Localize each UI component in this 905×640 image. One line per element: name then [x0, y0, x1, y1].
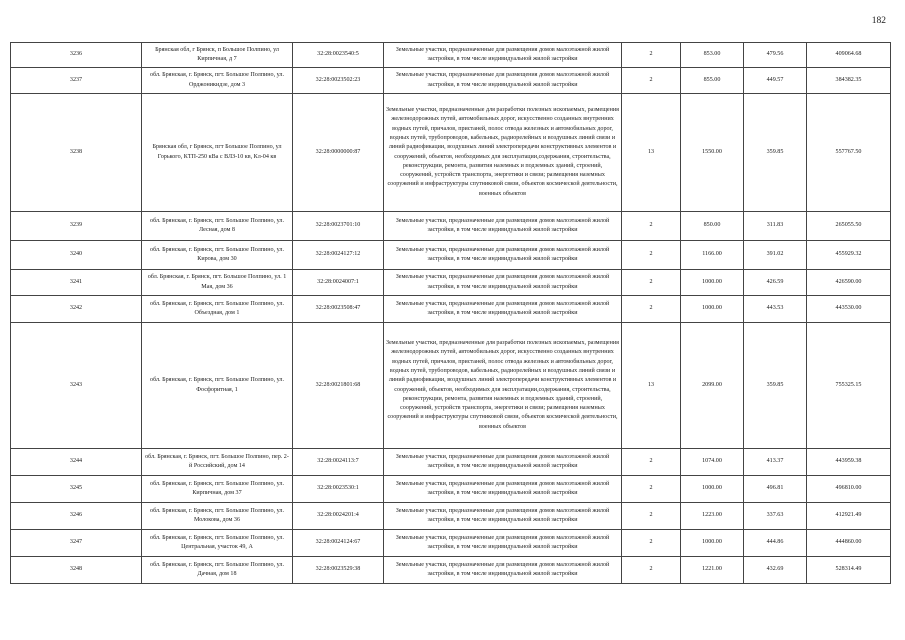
- area-cell: 2099.00: [681, 323, 744, 449]
- address-cell: обл. Брянская, г. Брянск, пгт. Большое Полпино, ул. Орджоникидзе, дом 3: [142, 68, 293, 94]
- table-row: [11, 323, 891, 449]
- area-cell: 1550.00: [681, 94, 744, 212]
- cadastral-number-cell: 32:28:0023502:23: [293, 68, 384, 94]
- cadastral-number-cell: 32:28:0024201:4: [293, 503, 384, 530]
- group-cell: 2: [622, 557, 681, 584]
- table-row: [11, 241, 891, 270]
- cadastral-number-cell: 32:28:0024007:1: [293, 270, 384, 296]
- cadastral-number-cell: 32:28:0000000:87: [293, 94, 384, 212]
- address-cell: обл. Брянская, г. Брянск, пгт. Большое Полпино, ул. 1 Мая, дом 36: [142, 270, 293, 296]
- cadastral-number-cell: 32:28:0023529:38: [293, 557, 384, 584]
- table-row: [11, 296, 891, 323]
- cadastral-value-cell: 455929.32: [807, 241, 891, 270]
- row-number: 3247: [11, 530, 142, 557]
- row-number: 3248: [11, 557, 142, 584]
- group-cell: 2: [622, 503, 681, 530]
- area-cell: 853.00: [681, 43, 744, 68]
- area-cell: 1223.00: [681, 503, 744, 530]
- cadastral-value-cell: 528314.49: [807, 557, 891, 584]
- address-cell: обл. Брянская, г. Брянск, пгт. Большое Полпино, ул. Центральная, участок 49, А: [142, 530, 293, 557]
- specific-value-cell: 479.56: [744, 43, 807, 68]
- row-number: 3239: [11, 212, 142, 241]
- address-cell: обл. Брянская, г. Брянск, пгт. Большое Полпино, ул. Объездная, дом 1: [142, 296, 293, 323]
- land-use-cell: Земельные участки, предназначенные для размещения домов малоэтажной жилой застройки, в том числе индивидуальной жилой застройки: [384, 68, 622, 94]
- row-number: 3242: [11, 296, 142, 323]
- cadastral-value-cell: 443530.00: [807, 296, 891, 323]
- table-row: [11, 43, 891, 68]
- land-plots-table: [10, 42, 891, 584]
- land-use-cell: Земельные участки, предназначенные для размещения домов малоэтажной жилой застройки, в том числе индивидуальной жилой застройки: [384, 530, 622, 557]
- row-number: 3244: [11, 449, 142, 476]
- specific-value-cell: 311.83: [744, 212, 807, 241]
- cadastral-number-cell: 32:28:0023701:10: [293, 212, 384, 241]
- row-number: 3243: [11, 323, 142, 449]
- group-cell: 2: [622, 449, 681, 476]
- row-number: 3240: [11, 241, 142, 270]
- specific-value-cell: 337.63: [744, 503, 807, 530]
- cadastral-value-cell: 412921.49: [807, 503, 891, 530]
- row-number: 3245: [11, 476, 142, 503]
- table-row: [11, 94, 891, 212]
- address-cell: обл. Брянская, г. Брянск, пгт. Большое Полпино, ул. Фосфоритная, 1: [142, 323, 293, 449]
- land-use-cell: Земельные участки, предназначенные для размещения домов малоэтажной жилой застройки, в том числе индивидуальной жилой застройки: [384, 296, 622, 323]
- land-use-cell: Земельные участки, предназначенные для размещения домов малоэтажной жилой застройки, в том числе индивидуальной жилой застройки: [384, 212, 622, 241]
- cadastral-number-cell: 32:28:0024113:7: [293, 449, 384, 476]
- area-cell: 1000.00: [681, 270, 744, 296]
- group-cell: 13: [622, 323, 681, 449]
- page-number: 182: [871, 16, 886, 26]
- table-row: [11, 476, 891, 503]
- land-use-cell: Земельные участки, предназначенные для размещения домов малоэтажной жилой застройки, в том числе индивидуальной жилой застройки: [384, 270, 622, 296]
- area-cell: 1000.00: [681, 476, 744, 503]
- group-cell: 2: [622, 43, 681, 68]
- land-use-cell: Земельные участки, предназначенные для размещения домов малоэтажной жилой застройки, в том числе индивидуальной жилой застройки: [384, 557, 622, 584]
- table-row: [11, 557, 891, 584]
- table-row: [11, 212, 891, 241]
- address-cell: обл. Брянская, г. Брянск, пгт. Большое Полпино, ул. Молокова, дом 36: [142, 503, 293, 530]
- row-number: 3236: [11, 43, 142, 68]
- row-number: 3238: [11, 94, 142, 212]
- group-cell: 2: [622, 296, 681, 323]
- cadastral-value-cell: 755325.15: [807, 323, 891, 449]
- cadastral-number-cell: 32:28:0023508:47: [293, 296, 384, 323]
- area-cell: 850.00: [681, 212, 744, 241]
- cadastral-number-cell: 32:28:0024127:12: [293, 241, 384, 270]
- address-cell: обл. Брянская, г. Брянск, пгт. Большое Полпино, ул. Лесная, дом 8: [142, 212, 293, 241]
- specific-value-cell: 426.59: [744, 270, 807, 296]
- land-use-cell: Земельные участки, предназначенные для разработки полезных ископаемых, размещения железнодорожных путей, автомобильных дорог, искусственно созданных внутренних водных путей, причалов, пристаней, полос отвода железных и автомобильных дорог, водных путей, трубопроводов, кабельных, радиорелейных и воздушных линий связи и линий радиофикации, воздушных линий электропередачи конструктивных элементов и сооружений, объектов, необходимых для эксплуатации,содержания, строительства, реконструкции, ремонта, развития наземных и подземных зданий, строений, сооружений, устройств транспорта, энергетики и связи; размещения наземных сооружений и инфраструктуры спутниковой связи, объектов космической деятельности, военных объектов: [384, 323, 622, 449]
- specific-value-cell: 359.85: [744, 323, 807, 449]
- address-cell: обл. Брянская, г. Брянск, пгт. Большое Полпино, ул. Кирова, дом 30: [142, 241, 293, 270]
- cadastral-number-cell: 32:28:0021801:68: [293, 323, 384, 449]
- land-use-cell: Земельные участки, предназначенные для размещения домов малоэтажной жилой застройки, в том числе индивидуальной жилой застройки: [384, 476, 622, 503]
- area-cell: 855.00: [681, 68, 744, 94]
- table-row: [11, 68, 891, 94]
- cadastral-value-cell: 426590.00: [807, 270, 891, 296]
- area-cell: 1000.00: [681, 296, 744, 323]
- table-row: [11, 530, 891, 557]
- area-cell: 1166.00: [681, 241, 744, 270]
- land-use-cell: Земельные участки, предназначенные для размещения домов малоэтажной жилой застройки, в том числе индивидуальной жилой застройки: [384, 43, 622, 68]
- cadastral-value-cell: 496810.00: [807, 476, 891, 503]
- specific-value-cell: 443.53: [744, 296, 807, 323]
- specific-value-cell: 413.37: [744, 449, 807, 476]
- cadastral-value-cell: 409064.68: [807, 43, 891, 68]
- address-cell: обл. Брянская, г. Брянск, пгт. Большое Полпино, пер. 2-й Российский, дом 14: [142, 449, 293, 476]
- cadastral-number-cell: 32:28:0023530:1: [293, 476, 384, 503]
- specific-value-cell: 449.57: [744, 68, 807, 94]
- cadastral-value-cell: 384382.35: [807, 68, 891, 94]
- group-cell: 2: [622, 476, 681, 503]
- table-row: [11, 503, 891, 530]
- address-cell: Брянская обл, г Брянск, пгт Большое Полпино, ул Горького, КТП-250 кВа с ВЛЗ-10 кв, Кл-04 кв: [142, 94, 293, 212]
- row-number: 3237: [11, 68, 142, 94]
- address-cell: обл. Брянская, г. Брянск, пгт. Большое Полпино, ул. Кирпичная, дом 37: [142, 476, 293, 503]
- group-cell: 2: [622, 241, 681, 270]
- area-cell: 1000.00: [681, 530, 744, 557]
- cadastral-value-cell: 265055.50: [807, 212, 891, 241]
- cadastral-number-cell: 32:28:0024124:67: [293, 530, 384, 557]
- group-cell: 13: [622, 94, 681, 212]
- land-use-cell: Земельные участки, предназначенные для разработки полезных ископаемых, размещения железнодорожных путей, автомобильных дорог, искусственно созданных внутренних водных путей, причалов, пристаней, полос отвода железных и автомобильных дорог, водных путей, трубопроводов, кабельных, радиорелейных и воздушных линий связи и линий радиофикации, воздушных линий электропередачи конструктивных элементов и сооружений, объектов, необходимых для эксплуатации,содержания, строительства, реконструкции, ремонта, развития наземных и подземных зданий, строений, сооружений, устройств транспорта, энергетики и связи; размещения наземных сооружений и инфраструктуры спутниковой связи, объектов космической деятельности, военных объектов: [384, 94, 622, 212]
- land-use-cell: Земельные участки, предназначенные для размещения домов малоэтажной жилой застройки, в том числе индивидуальной жилой застройки: [384, 241, 622, 270]
- cadastral-value-cell: 443959.38: [807, 449, 891, 476]
- specific-value-cell: 432.69: [744, 557, 807, 584]
- specific-value-cell: 359.85: [744, 94, 807, 212]
- group-cell: 2: [622, 212, 681, 241]
- cadastral-value-cell: 444860.00: [807, 530, 891, 557]
- land-use-cell: Земельные участки, предназначенные для размещения домов малоэтажной жилой застройки, в том числе индивидуальной жилой застройки: [384, 503, 622, 530]
- address-cell: Брянская обл, г Брянск, п Большое Полпино, ул Кирпичная, д 7: [142, 43, 293, 68]
- area-cell: 1221.00: [681, 557, 744, 584]
- address-cell: обл. Брянская, г. Брянск, пгт. Большое Полпино, ул. Дачная, дом 18: [142, 557, 293, 584]
- specific-value-cell: 391.02: [744, 241, 807, 270]
- table-row: [11, 449, 891, 476]
- table-row: [11, 270, 891, 296]
- group-cell: 2: [622, 68, 681, 94]
- cadastral-value-cell: 557767.50: [807, 94, 891, 212]
- row-number: 3241: [11, 270, 142, 296]
- group-cell: 2: [622, 530, 681, 557]
- specific-value-cell: 444.86: [744, 530, 807, 557]
- group-cell: 2: [622, 270, 681, 296]
- specific-value-cell: 496.81: [744, 476, 807, 503]
- area-cell: 1074.00: [681, 449, 744, 476]
- cadastral-number-cell: 32:28:0023540:5: [293, 43, 384, 68]
- land-use-cell: Земельные участки, предназначенные для размещения домов малоэтажной жилой застройки, в том числе индивидуальной жилой застройки: [384, 449, 622, 476]
- row-number: 3246: [11, 503, 142, 530]
